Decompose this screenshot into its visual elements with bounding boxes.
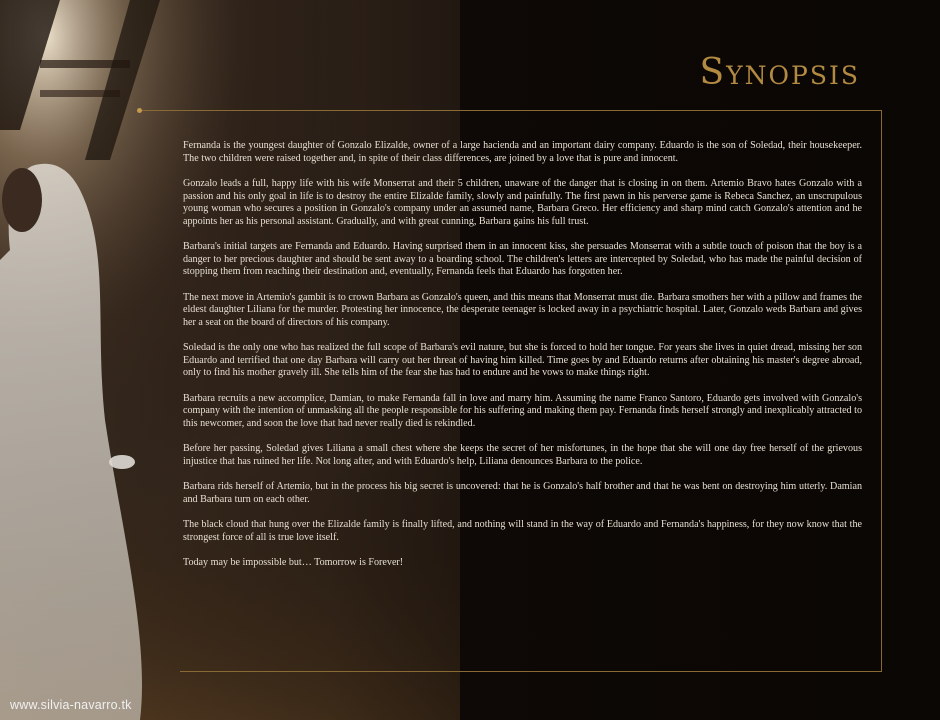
synopsis-text xyxy=(183,140,862,583)
synopsis-paragraph: Fernanda is the youngest daughter of Gonzalo Elizalde, owner of a large hacienda and an important dairy company. Eduardo is the son of Soledad, their housekeeper. The two children were raised together and, in spite of their class differences, are joined by a love that is pure and innocent. xyxy=(183,140,862,164)
synopsis-paragraph: Barbara's initial targets are Fernanda and Eduardo. Having surprised them in an innocent kiss, she persuades Monserrat with a subtle touch of poison that the boy is a danger to her precious daughter and should be sent away to a boarding school. The children's letters are intercepted by Soledad, who has made the painful decision of stopping them from reaching their destination and, eventually, Fernanda feels that Eduardo has forgotten her. xyxy=(183,241,862,277)
frame-top-border xyxy=(140,110,882,111)
synopsis-paragraph: The next move in Artemio's gambit is to crown Barbara as Gonzalo's queen, and this means that Monserrat must die. Barbara smothers her with a pillow and frames the eldest daughter Liliana for the murder. Protesting her innocence, the desperate teenager is locked away in a psychiatric hospital. Later, Gonzalo weds Barbara and gives her a seat on the board of directors of his company. xyxy=(183,291,862,328)
synopsis-paragraph: Today may be impossible but… Tomorrow is Forever! xyxy=(183,557,404,568)
page-title: Synopsis xyxy=(699,52,860,93)
website-watermark: www.silvia-navarro.tk xyxy=(10,698,132,712)
frame-bottom-border xyxy=(180,671,882,672)
synopsis-paragraph: Soledad is the only one who has realized the full scope of Barbara's evil nature, but she is forced to hold her tongue. For years she lives in quiet dread, missing her son Eduardo and terrified that one day Barbara will carry out her threat of having him killed. Time goes by and Eduardo returns after obtaining his master's degree abroad, only to find his mother gravely ill. She tells him of the fear she has had to endure and he vows to make things right. xyxy=(183,342,862,378)
synopsis-paragraph: The black cloud that hung over the Elizalde family is finally lifted, and nothing will stand in the way of Eduardo and Fernanda's happiness, for they now know that the strongest force of all is true love itself. xyxy=(183,519,862,543)
synopsis-paragraph: Barbara rids herself of Artemio, but in the process his big secret is uncovered: that he is Gonzalo's half brother and that he was bent on destroying him utterly. Damian and Barbara turn on each other. xyxy=(183,481,862,505)
synopsis-paragraph: Before her passing, Soledad gives Liliana a small chest where she keeps the secret of her misfortunes, in the hope that she will one day free herself of the grievous injustice that has ruined her life. Not long after, and with Eduardo's help, Liliana denounces Barbara to the police. xyxy=(183,443,862,467)
synopsis-paragraph: Barbara recruits a new accomplice, Damian, to make Fernanda fall in love and marry him. Assuming the name Franco Santoro, Eduardo gets involved with Gonzalo's company with the intention of unmasking all the people responsible for his suffering and making them pay. Fernanda finds herself strongly and inexplicably attracted to this newcomer, and soon the love that had never really died is rekindled. xyxy=(183,392,862,429)
frame-right-border xyxy=(881,110,882,672)
frame-corner-dot xyxy=(137,108,142,113)
synopsis-paragraph: Gonzalo leads a full, happy life with his wife Monserrat and their 5 children, unaware of the danger that is closing in on them. Artemio Bravo hates Gonzalo with a passion and his only goal in life is to destroy the entire Elizalde family, slowly and painfully. The first pawn in his perverse game is Rebeca Sanchez, an unscrupulous young woman who secures a position in Gonzalo's company under an assumed name, Barbara Greco. Her efficiency and sharp mind catch Gonzalo's attention and he appoints her as his personal assistant. Gradually, and with great cunning, Barbara gains his full trust. xyxy=(183,178,862,227)
